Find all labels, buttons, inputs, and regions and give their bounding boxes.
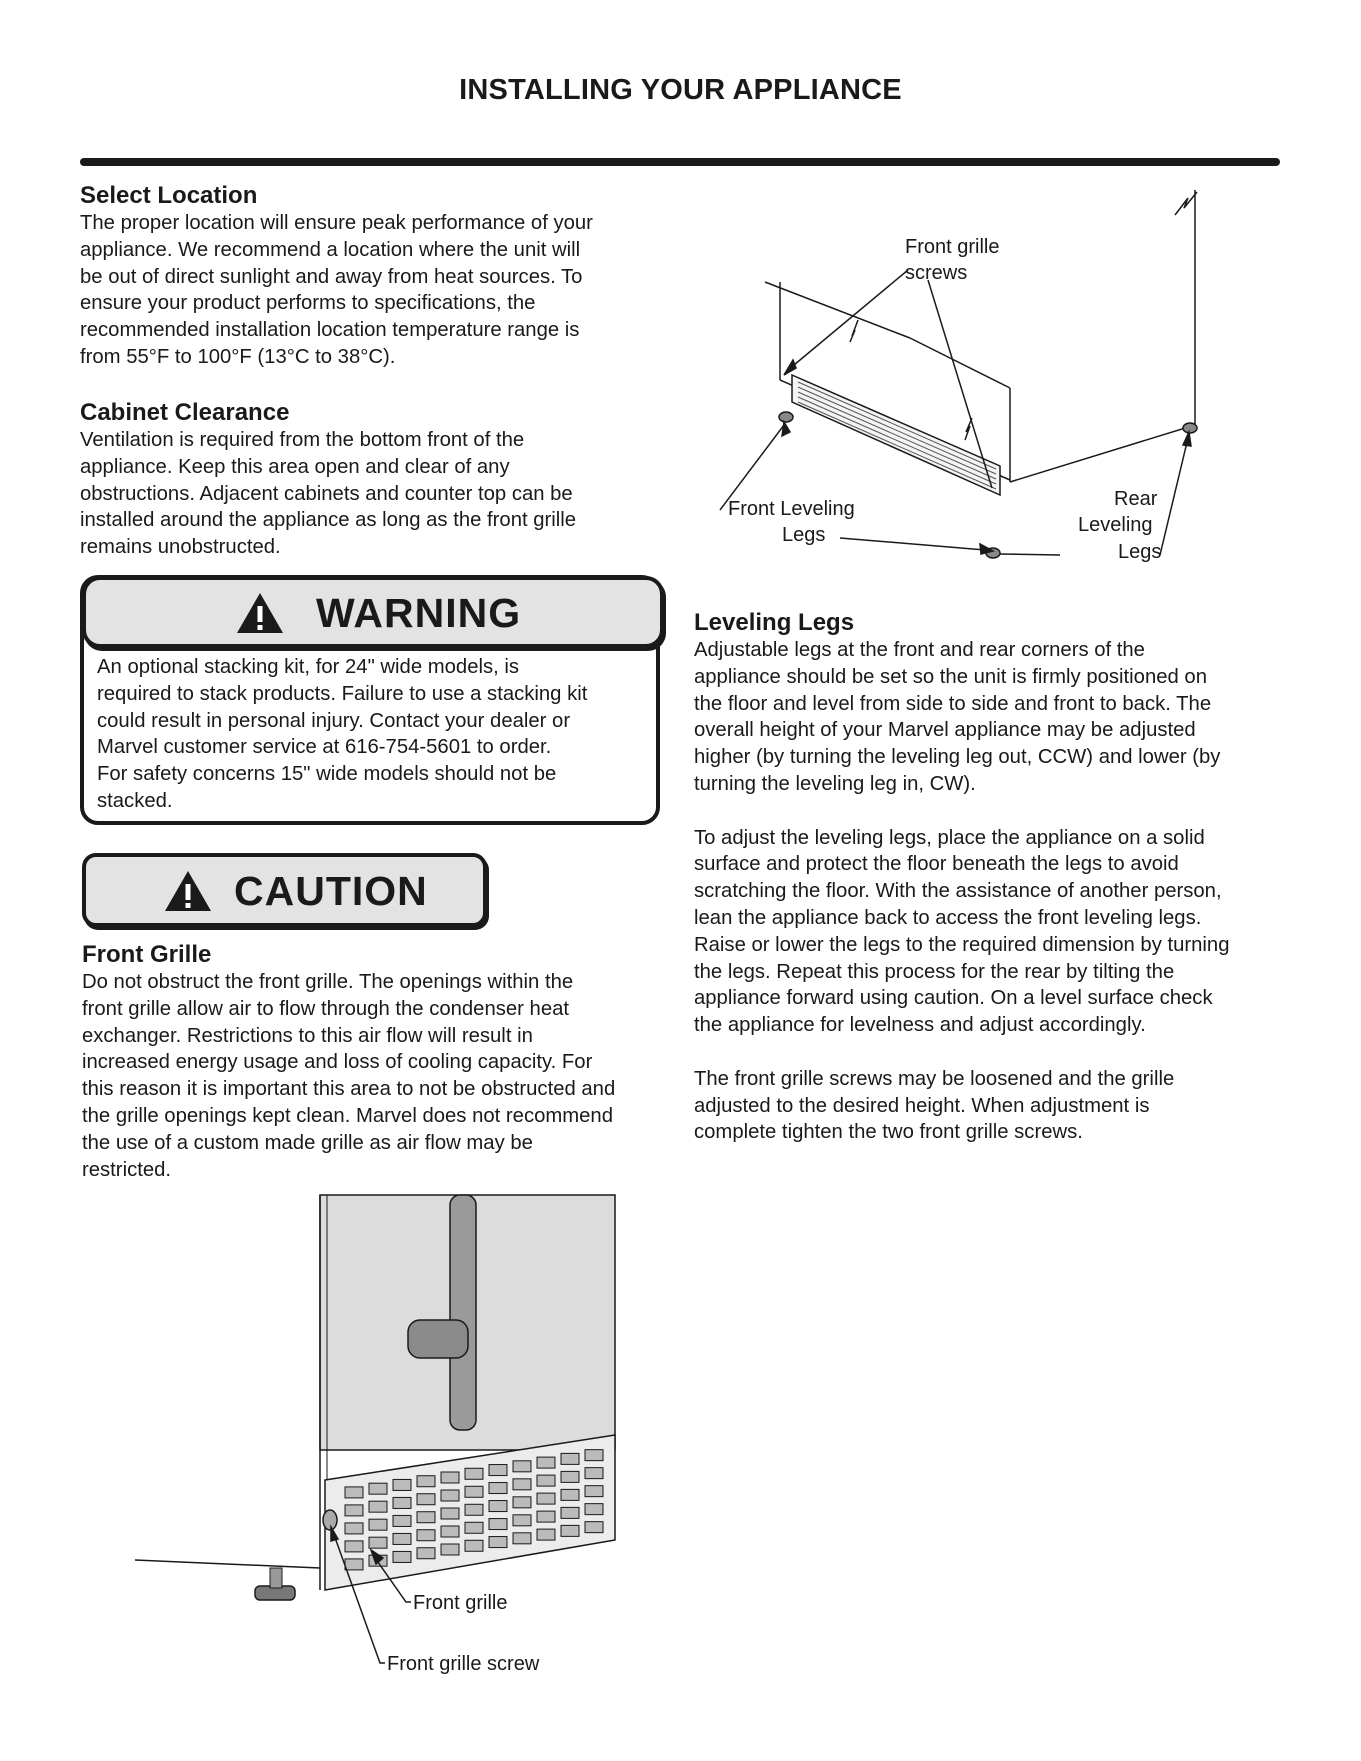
text-line: required to stack products. Failure to use a stacking kit: [97, 682, 588, 705]
text-line: this reason it is important this area to not be obstructed and: [82, 1078, 616, 1101]
grille-slot: [465, 1486, 483, 1497]
grille-slot: [441, 1490, 459, 1501]
grille-slot: [585, 1450, 603, 1461]
grille-slot: [537, 1529, 555, 1540]
text-line: For safety concerns 15" wide models should not be: [97, 763, 557, 786]
grille-slot: [417, 1494, 435, 1505]
text-line: To adjust the leveling legs, place the appliance on a solid: [694, 826, 1205, 849]
text-line: Marvel customer service at 616-754-5601 to order.: [97, 736, 552, 759]
grille-slot: [465, 1522, 483, 1533]
text-line: appliance should be set so the unit is firmly positioned on: [694, 665, 1207, 688]
callout-front-leveling-1: Front Leveling: [728, 498, 855, 520]
callout-front-grille-screws-2: screws: [905, 262, 968, 284]
grille-slot: [585, 1522, 603, 1533]
grille-slot: [369, 1501, 387, 1512]
text-line: higher (by turning the leveling leg out, CCW) and lower (by: [694, 746, 1221, 769]
text-line: the floor and level from side to side and front to back. The: [694, 692, 1212, 715]
select-location-section: [80, 182, 680, 371]
text-line: could result in personal injury. Contact your dealer or: [97, 709, 571, 732]
title-divider: [80, 158, 1280, 166]
text-line: exchanger. Restrictions to this air flow will result in: [82, 1024, 533, 1047]
text-line: installed around the appliance as long as the front grille: [80, 509, 577, 532]
grille-slot: [513, 1497, 531, 1508]
text-line: Do not obstruct the front grille. The openings within the: [82, 971, 574, 993]
text-line: obstructions. Adjacent cabinets and counter top can be: [80, 482, 573, 505]
text-line: An optional stacking kit, for 24" wide models, is: [97, 656, 520, 678]
grille-slot: [537, 1493, 555, 1504]
grille-slot: [345, 1523, 363, 1534]
grille-slot: [345, 1505, 363, 1516]
grille-slot: [417, 1512, 435, 1523]
front-grille-section: [82, 941, 682, 1183]
grille-slot: [489, 1501, 507, 1512]
page-title: INSTALLING YOUR APPLIANCE: [459, 74, 902, 106]
grille-slot: [417, 1548, 435, 1559]
text-line: ensure your product performs to specifications, the: [80, 292, 536, 315]
leveling-para-3: [694, 1066, 1294, 1146]
grille-slot: [585, 1504, 603, 1515]
select-location-heading: Select Location: [80, 182, 258, 209]
leveling-para-1: [694, 637, 1294, 798]
front-grille-diagram: [130, 1190, 630, 1690]
cabinet-clearance-heading: Cabinet Clearance: [80, 399, 290, 426]
grille-slot: [393, 1479, 411, 1490]
grille-slot: [465, 1504, 483, 1515]
caution-label: CAUTION: [234, 868, 428, 914]
text-line: Ventilation is required from the bottom front of the: [80, 429, 525, 451]
text-line: remains unobstructed.: [80, 536, 281, 559]
grille-slot: [465, 1540, 483, 1551]
grille-slot: [513, 1461, 531, 1472]
text-line: the legs. Repeat this process for the rear by tilting the: [694, 960, 1175, 983]
warning-header: [82, 576, 664, 648]
grille-slot: [369, 1537, 387, 1548]
text-line: Raise or lower the legs to the required dimension by turning: [694, 933, 1230, 956]
text-line: front grille allow air to flow through the condenser heat: [82, 997, 570, 1020]
grille-slot: [441, 1526, 459, 1537]
text-line: lean the appliance back to access the front leveling legs.: [694, 906, 1202, 929]
grille-slot: [393, 1551, 411, 1562]
grille-slot: [561, 1507, 579, 1518]
text-line: the use of a custom made grille as air flow may be: [82, 1131, 533, 1154]
grille-slot: [561, 1453, 579, 1464]
text-line: stacked.: [97, 789, 173, 812]
grille-slot: [537, 1475, 555, 1486]
text-line: from 55°F to 100°F (13°C to 38°C).: [80, 345, 396, 368]
callout-rear-leveling-3: Legs: [1118, 541, 1162, 563]
grille-slot: [345, 1487, 363, 1498]
callout-front-grille-screws-1: Front grille: [905, 236, 1000, 258]
text-line: the appliance for levelness and adjust accordingly.: [694, 1014, 1146, 1037]
callout-rear-leveling-2: Leveling: [1078, 514, 1153, 536]
text-line: adjusted to the desired height. When adjustment is: [694, 1094, 1150, 1117]
grille-slot: [369, 1483, 387, 1494]
text-line: be out of direct sunlight and away from heat sources. To: [80, 265, 583, 288]
grille-slot: [585, 1468, 603, 1479]
text-line: complete tighten the two front grille screws.: [694, 1121, 1083, 1144]
text-line: recommended installation location temperature range is: [80, 319, 580, 342]
grille-slot: [537, 1511, 555, 1522]
text-line: increased energy usage and loss of cooling capacity. For: [82, 1051, 593, 1074]
grille-slot: [417, 1476, 435, 1487]
grille-slot: [393, 1533, 411, 1544]
grille-slot: [441, 1544, 459, 1555]
leveling-legs-text: [694, 637, 1294, 1146]
cabinet-clearance-section: [80, 399, 680, 561]
grille-slot: [345, 1541, 363, 1552]
grille-slot: [345, 1559, 363, 1570]
text-line: appliance. Keep this area open and clear of any: [80, 455, 510, 478]
callout-front-leveling-2: Legs: [782, 524, 826, 546]
front-grille-text: [82, 969, 682, 1183]
grille-slot: [489, 1537, 507, 1548]
text-line: the grille openings kept clean. Marvel does not recommend: [82, 1104, 613, 1127]
cabinet-clearance-text: [80, 427, 680, 561]
grille-slot: [393, 1497, 411, 1508]
text-line: surface and protect the floor beneath the legs to avoid: [694, 853, 1179, 876]
leveling-legs-diagram: [700, 170, 1300, 580]
warning-triangle-icon: [236, 592, 284, 634]
grille-slot: [513, 1533, 531, 1544]
leveling-legs-heading: Leveling Legs: [694, 609, 855, 636]
text-line: appliance. We recommend a location where the unit will: [80, 238, 581, 261]
grille-slot: [561, 1489, 579, 1500]
text-line: The front grille screws may be loosened and the grille: [694, 1067, 1175, 1090]
grille-slot: [489, 1465, 507, 1476]
grille-slot: [417, 1530, 435, 1541]
grille-slot: [585, 1486, 603, 1497]
warning-label: WARNING: [316, 590, 522, 636]
leveling-para-2: [694, 825, 1294, 1039]
callout-front-grille: Front grille: [413, 1592, 508, 1614]
text-line: The proper location will ensure peak performance of your: [80, 212, 593, 234]
warning-text: [97, 654, 657, 815]
text-line: scratching the floor. With the assistance of another person,: [694, 880, 1222, 903]
callout-front-grille-screw: Front grille screw: [387, 1653, 540, 1675]
text-line: overall height of your Marvel appliance may be adjusted: [694, 719, 1196, 742]
grille-slot: [441, 1472, 459, 1483]
grille-slot: [513, 1479, 531, 1490]
grille-slot: [369, 1519, 387, 1530]
grille-slot: [537, 1457, 555, 1468]
front-grille-heading: Front Grille: [82, 941, 212, 968]
text-line: restricted.: [82, 1158, 172, 1181]
grille-slot: [489, 1519, 507, 1530]
grille-slot: [465, 1468, 483, 1479]
grille-slot: [513, 1515, 531, 1526]
grille-slot: [441, 1508, 459, 1519]
grille-slot: [489, 1483, 507, 1494]
text-line: turning the leveling leg in, CW).: [694, 772, 976, 795]
callout-rear-leveling-1: Rear: [1114, 488, 1158, 510]
caution-header: [82, 853, 487, 927]
text-line: Adjustable legs at the front and rear corners of the: [694, 639, 1145, 661]
grille-slot: [561, 1471, 579, 1482]
select-location-text: [80, 210, 680, 371]
text-line: appliance forward using caution. On a level surface check: [694, 987, 1213, 1010]
warning-triangle-icon: [164, 870, 212, 912]
leveling-legs-section: [694, 609, 1294, 1173]
grille-slot: [393, 1515, 411, 1526]
grille-slot: [561, 1525, 579, 1536]
